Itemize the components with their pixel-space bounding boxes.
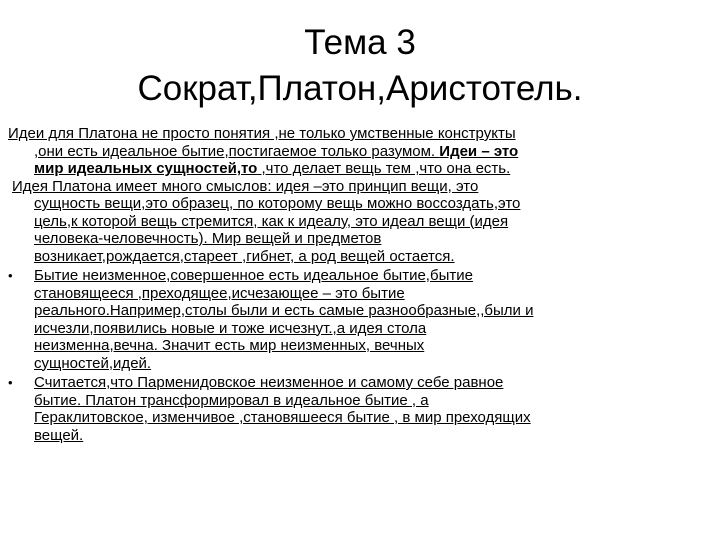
text-segment: ,они есть идеальное бытие,постигаемое только разумом. [34, 142, 440, 160]
text-line: становящееся ,преходящее,исчезающее – это бытие [34, 284, 405, 302]
slide-title-line2: Сократ,Платон,Аристотель. [137, 69, 583, 108]
text-line: Гераклитовское, изменчивое ,становяшееся бытие , в мир преходящих [34, 409, 531, 426]
slide-title-line1: Тема 3 [304, 23, 416, 62]
slide-title [0, 20, 720, 112]
bold-text-segment: Идеи – это [439, 142, 519, 160]
bullet-text [34, 374, 712, 444]
paragraph-ideas-definition [8, 125, 712, 178]
text-line: возникает,рождается,стареет ,гибнет, а род вещей остается. [34, 247, 455, 265]
text-line: сущность вещи,это образец, по которому вещь можно воссоздать,это [34, 195, 521, 212]
text-line: Считается,что Парменидовское неизменное и самому себе равное [34, 374, 504, 391]
text-line: исчезли,появились новые и тоже исчезнут.,а идея стола [34, 319, 427, 337]
text-line: бытие. Платон трансформировал в идеальное бытие , а [34, 391, 429, 409]
text-line: Идеи для Платона не просто понятия ,не только умственные конструкты [8, 125, 516, 142]
slide-body [8, 125, 712, 444]
bullet-text [34, 267, 712, 372]
text-line [8, 160, 712, 178]
bullet-icon: • [8, 268, 13, 283]
bullet-item-parmenides-heraclitus [8, 374, 712, 444]
bold-text-segment: мир идеальных сущностей,то [34, 160, 258, 177]
text-line: человека-человечность). Мир вещей и предметов [34, 230, 382, 247]
text-line: вещей. [34, 426, 84, 444]
text-line: цель,к которой вещь стремится, как к идеалу, это идеал вещи (идея [34, 212, 509, 230]
text-line: сущностей,идей. [34, 354, 152, 372]
text-line: Бытие неизменное,совершенное есть идеальное бытие,бытие [34, 267, 473, 284]
text-segment: ,что делает вещь тем ,что она есть. [257, 160, 511, 177]
paragraph-idea-meanings [8, 178, 712, 266]
text-line [8, 143, 712, 161]
text-line: неизменна,вечна. Значит есть мир неизменных, вечных [34, 337, 425, 354]
text-line: реального.Например,столы были и есть самые разнообразные,,были и [34, 302, 534, 319]
bullet-icon: • [8, 375, 13, 390]
bullet-item-ideal-being [8, 267, 712, 372]
text-line: Идея Платона имеет много смыслов: идея –это принцип вещи, это [12, 177, 479, 195]
